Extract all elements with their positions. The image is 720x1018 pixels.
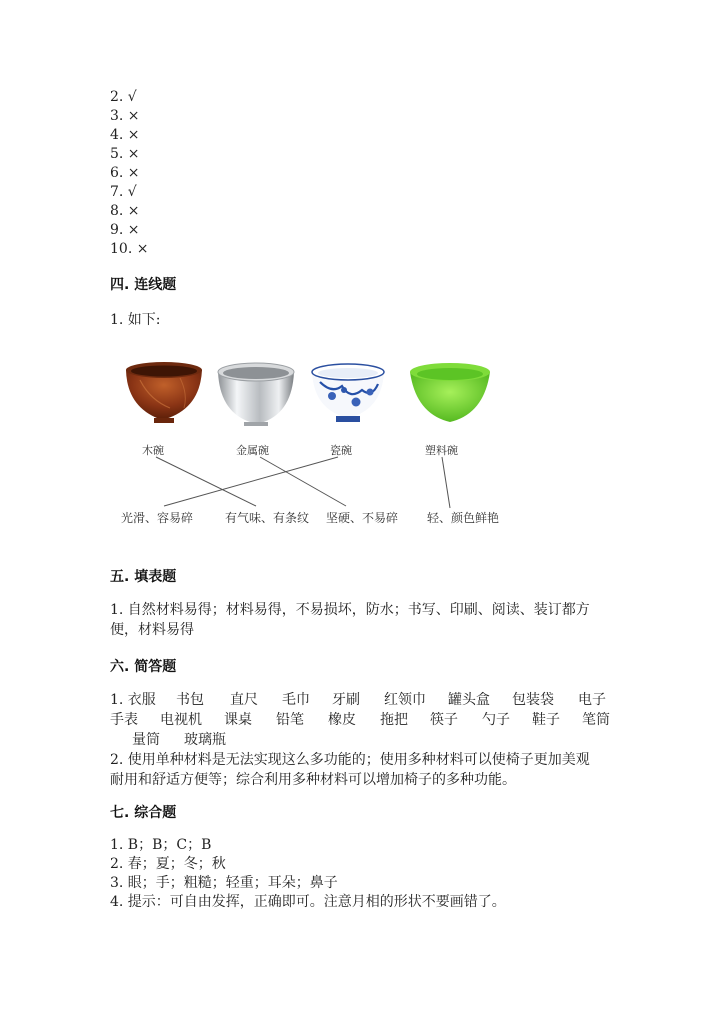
list-item: 红领巾 xyxy=(384,692,426,708)
section-heading: 五. 填表题 xyxy=(110,569,177,585)
answer-item: 3. 眼；手；粗糙；轻重；耳朵；鼻子 xyxy=(110,875,338,891)
porcelain-bowl-icon xyxy=(312,364,384,422)
answer-line: 2. 使用单种材料是无法实现这么多功能的；使用多种材料可以使椅子更加美观 xyxy=(110,752,590,768)
property-label: 坚硬、不易碎 xyxy=(326,511,399,525)
item-row xyxy=(110,730,610,750)
answer-item: 3. × xyxy=(110,108,140,124)
metal-bowl-icon xyxy=(218,363,294,426)
bowl-label: 木碗 xyxy=(142,444,164,457)
list-item: 课桌 xyxy=(224,712,252,728)
list-item: 鞋子 xyxy=(532,712,560,728)
line-metal xyxy=(260,457,346,506)
item-list xyxy=(110,690,610,790)
answer-item: 2. √ xyxy=(110,89,137,105)
list-item: 电视机 xyxy=(160,712,202,728)
line-wood xyxy=(156,457,256,506)
answer-item: 1. B；B；C；B xyxy=(110,837,212,853)
answer-item: 4. 提示：可自由发挥，正确即可。注意月相的形状不要画错了。 xyxy=(110,894,506,910)
item-row xyxy=(110,690,610,710)
answer-item: 9. × xyxy=(110,222,140,238)
bowl-label: 金属碗 xyxy=(236,444,269,457)
list-item: 毛巾 xyxy=(282,692,310,708)
list-item: 橡皮 xyxy=(328,712,356,728)
list-item: 包装袋 xyxy=(512,692,554,708)
list-item: 拖把 xyxy=(380,712,408,728)
wooden-bowl-icon xyxy=(126,362,202,423)
list-item: 直尺 xyxy=(230,692,258,708)
matching-diagram xyxy=(110,350,530,535)
answer-line: 便，材料易得 xyxy=(110,622,194,638)
matching-lines xyxy=(156,457,450,508)
property-label: 光滑、容易碎 xyxy=(121,511,194,525)
list-item: 手表 xyxy=(110,712,138,728)
section-heading: 七. 综合题 xyxy=(110,805,177,821)
list-item: 铅笔 xyxy=(276,712,304,728)
item-row xyxy=(110,710,610,730)
bowl-label: 瓷碗 xyxy=(330,444,352,457)
answer-item: 10. × xyxy=(110,241,149,257)
answer-line: 耐用和舒适方便等；综合利用多种材料可以增加椅子的多种功能。 xyxy=(110,772,516,788)
line-porcelain xyxy=(164,457,338,506)
list-item: 勺子 xyxy=(482,712,510,728)
list-item: 筷子 xyxy=(430,712,458,728)
list-item: 电子 xyxy=(578,692,606,708)
list-item: 笔筒 xyxy=(582,712,610,728)
section-heading: 六. 简答题 xyxy=(110,659,177,675)
answer-list xyxy=(110,836,615,912)
answer-item: 5. × xyxy=(110,146,140,162)
property-label: 轻、颜色鲜艳 xyxy=(427,511,500,525)
list-item: 1. 衣服 xyxy=(110,692,156,708)
bowl-label: 塑料碗 xyxy=(425,444,458,457)
list-item: 玻璃瓶 xyxy=(184,732,226,748)
answer-item: 2. 春；夏；冬；秋 xyxy=(110,856,226,872)
answer-item: 7. √ xyxy=(110,184,137,200)
list-item: 量筒 xyxy=(132,732,160,748)
answer-list xyxy=(110,88,148,259)
list-item: 牙刷 xyxy=(332,692,360,708)
section-heading: 四. 连线题 xyxy=(110,277,177,293)
line-plastic xyxy=(442,457,450,508)
answer-paragraph xyxy=(110,600,615,640)
answer-item: 4. × xyxy=(110,127,140,143)
question-text: 1. 如下: xyxy=(110,312,161,328)
answer-item: 8. × xyxy=(110,203,140,219)
answer-line: 1. 自然材料易得；材料易得，不易损坏，防水；书写、印刷、阅读、装订都方 xyxy=(110,602,590,618)
list-item: 书包 xyxy=(176,692,204,708)
plastic-bowl-icon xyxy=(410,363,490,422)
property-label: 有气味、有条纹 xyxy=(225,511,310,525)
list-item: 罐头盒 xyxy=(448,692,490,708)
answer-item: 6. × xyxy=(110,165,140,181)
